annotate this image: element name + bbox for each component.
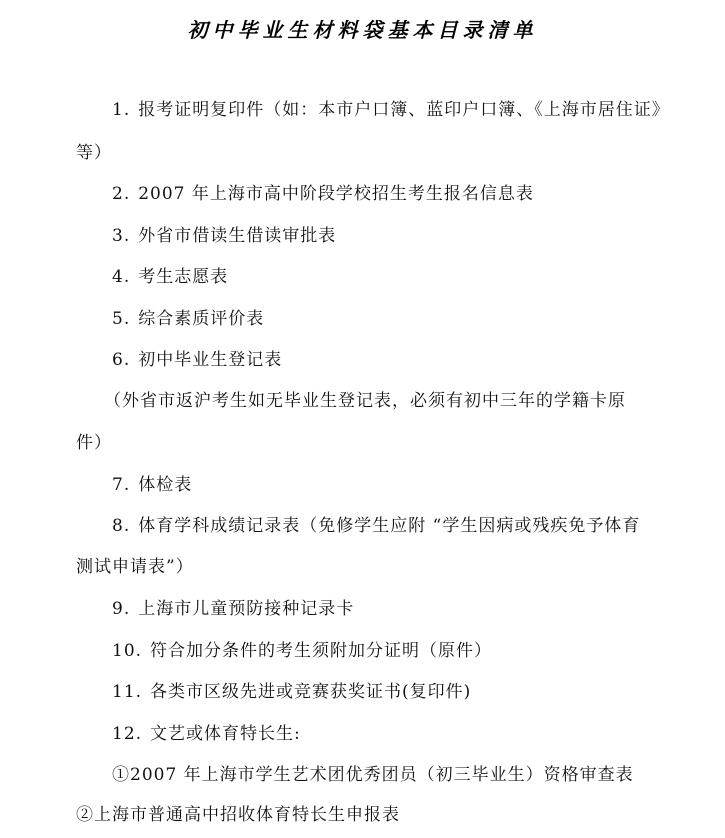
item-continuation: 等） [76, 143, 112, 163]
item-number: 5. [112, 309, 131, 329]
list-item [112, 474, 192, 496]
list-item [112, 99, 670, 121]
item-text: 上海市儿童预防接种记录卡 [138, 599, 355, 619]
note-line: （外省市返沪考生如无毕业生登记表，必须有初中三年的学籍卡原 [104, 391, 626, 411]
list-item [112, 723, 301, 745]
item-continuation: 测试申请表”） [76, 557, 194, 577]
item-text: 体育学科成绩记录表（免修学生应附 “学生因病或残疾免予体育 [138, 516, 641, 536]
item-number: 6. [112, 350, 131, 370]
sub-item: ①2007 年上海市学生艺术团优秀团员（初三毕业生）资格审查表 [112, 765, 634, 785]
item-number: 4. [112, 267, 131, 287]
list-item [112, 349, 282, 371]
list-item [112, 266, 228, 288]
item-text: 外省市借读生借读审批表 [138, 226, 337, 246]
list-item [112, 225, 336, 247]
list-item [112, 598, 354, 620]
list-item [112, 308, 264, 330]
item-text: 综合素质评价表 [138, 309, 265, 329]
note-line: 件） [76, 433, 112, 453]
item-text: 文艺或体育特长生: [150, 724, 301, 744]
item-text: 各类市区级先进或竞赛获奖证书(复印件) [150, 682, 472, 702]
item-number: 12. [112, 724, 143, 744]
sub-item: ②上海市普通高中招收体育特长生申报表 [76, 805, 400, 825]
item-text: 初中毕业生登记表 [138, 350, 283, 370]
item-number: 7. [112, 475, 131, 495]
item-text: 体检表 [138, 475, 193, 495]
page-title: 初中毕业生材料袋基本目录清单 [187, 18, 538, 42]
item-number: 9. [112, 599, 131, 619]
list-item [112, 640, 492, 662]
item-text: 考生志愿表 [138, 267, 229, 287]
item-text: 符合加分条件的考生须附加分证明（原件） [150, 641, 493, 661]
list-item [112, 183, 534, 205]
list-item [112, 681, 471, 703]
item-number: 1. [112, 100, 131, 120]
item-text: 2007 年上海市高中阶段学校招生考生报名信息表 [138, 184, 534, 204]
item-number: 10. [112, 641, 143, 661]
item-number: 8. [112, 516, 131, 536]
item-text: 报考证明复印件（如：本市户口簿、蓝印户口簿、《上海市居住证》 [138, 100, 670, 120]
item-number: 2. [112, 184, 131, 204]
list-item [112, 515, 640, 537]
item-number: 11. [112, 682, 143, 702]
item-number: 3. [112, 226, 131, 246]
